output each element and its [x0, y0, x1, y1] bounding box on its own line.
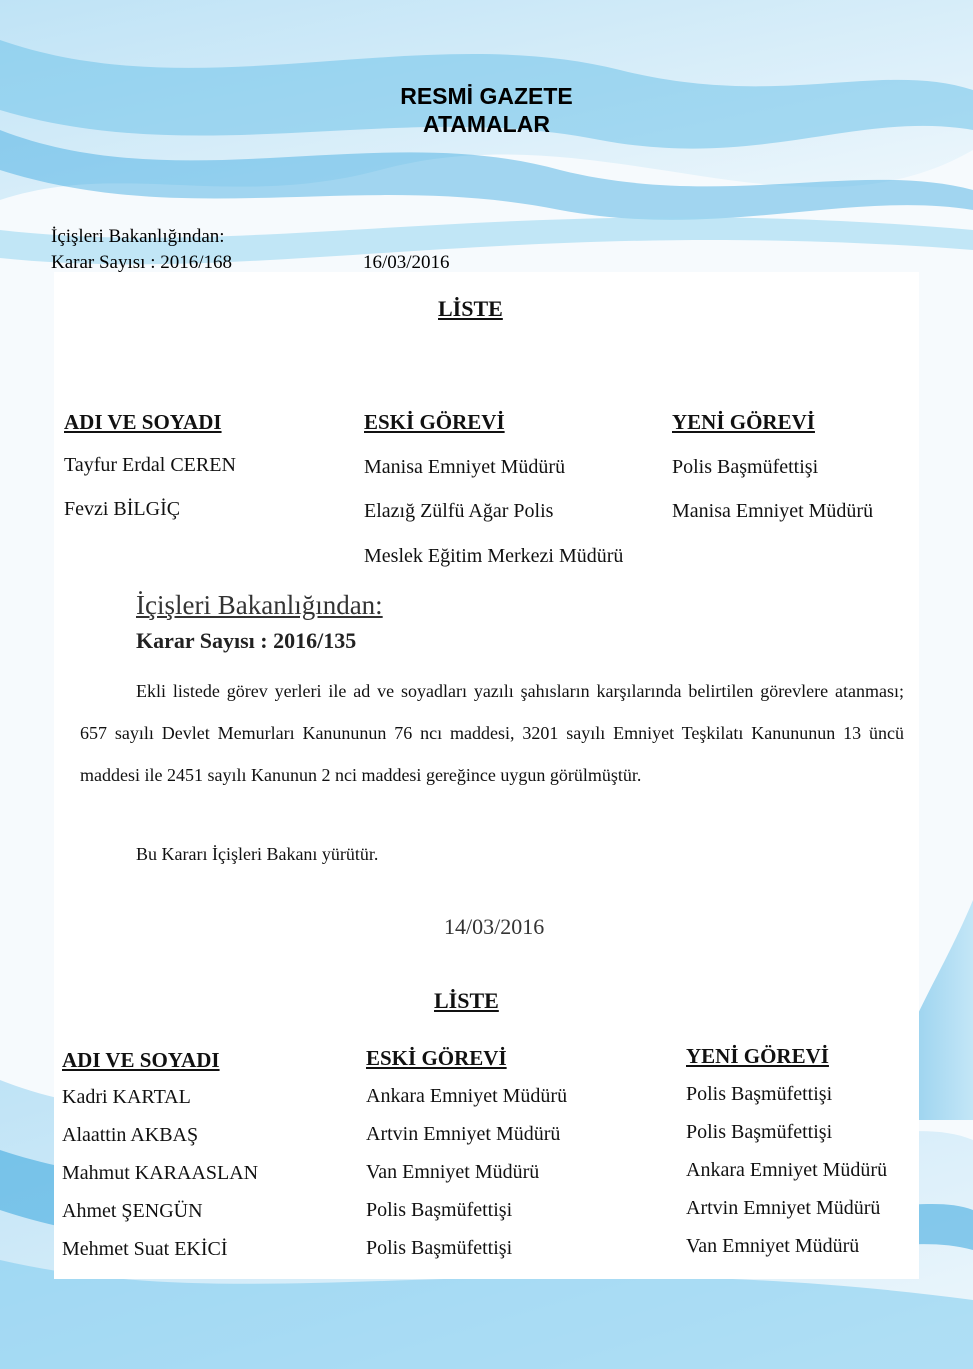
decree-ministry: İçişleri Bakanlığından: [136, 590, 383, 620]
list1-header-name: ADI VE SOYADI [64, 410, 222, 434]
decree-number: Karar Sayısı : 2016/135 [136, 628, 357, 653]
list1-header-new: YENİ GÖREVİ [672, 410, 815, 434]
list1-row1-name: Tayfur Erdal CEREN [64, 454, 236, 476]
list2-row3-new: Ankara Emniyet Müdürü [686, 1159, 888, 1181]
list1-title: LİSTE [438, 296, 503, 321]
list2-title: LİSTE [434, 988, 499, 1013]
list2-header-old: ESKİ GÖREVİ [366, 1046, 507, 1070]
list1-header-old: ESKİ GÖREVİ [364, 410, 505, 434]
list2-row2-new: Polis Başmüfettişi [686, 1121, 833, 1143]
decree-closing: Bu Kararı İçişleri Bakanı yürütür. [136, 844, 379, 864]
decision-meta [51, 224, 450, 276]
header-subtitle: ATAMALAR [423, 111, 550, 137]
list2-row5-name: Mehmet Suat EKİCİ [62, 1238, 228, 1260]
page-header [0, 82, 973, 138]
meta-ministry: İçişleri Bakanlığından: [51, 226, 225, 247]
list1-row1-new: Polis Başmüfettişi [672, 456, 819, 478]
header-title: RESMİ GAZETE [400, 83, 573, 109]
list2-row4-old: Polis Başmüfettişi [366, 1199, 513, 1221]
list2-row1-name: Kadri KARTAL [62, 1086, 191, 1108]
decree-date: 14/03/2016 [444, 914, 545, 939]
meta-date: 16/03/2016 [363, 252, 450, 273]
list2-row5-new: Van Emniyet Müdürü [686, 1235, 860, 1257]
list1-row2-old-cont: Meslek Eğitim Merkezi Müdürü [364, 545, 624, 567]
list2-row3-name: Mahmut KARAASLAN [62, 1162, 259, 1184]
list2-row2-old: Artvin Emniyet Müdürü [366, 1123, 561, 1145]
list1-row2-new: Manisa Emniyet Müdürü [672, 500, 874, 522]
list2-row1-old: Ankara Emniyet Müdürü [366, 1085, 568, 1107]
list2-row5-old: Polis Başmüfettişi [366, 1237, 513, 1259]
list2-row2-name: Alaattin AKBAŞ [62, 1124, 199, 1146]
decree-paragraph: Ekli listede görev yerleri ile ad ve soyadları yazılı şahısların karşılarında belirtilen görevlere atanması; 657 sayılı Devlet Memurları Kanununun 76 ncı maddesi, 3201 sayılı Emniyet Teşkilatı Kanununun 13 üncü maddesi ile 2451 sayılı Kanunun 2 nci maddesi gereğince uygun görülmüştür. [80, 681, 904, 785]
scanned-document [54, 272, 919, 1279]
list1-row1-old: Manisa Emniyet Müdürü [364, 456, 566, 478]
list2-row4-name: Ahmet ŞENGÜN [62, 1200, 203, 1222]
list2-row3-old: Van Emniyet Müdürü [366, 1161, 540, 1183]
list2-header-new: YENİ GÖREVİ [686, 1044, 829, 1068]
list2-header-name: ADI VE SOYADI [62, 1048, 220, 1072]
list2-row1-new: Polis Başmüfettişi [686, 1083, 833, 1105]
list2-row4-new: Artvin Emniyet Müdürü [686, 1197, 881, 1219]
list1-row2-old: Elazığ Zülfü Ağar Polis [364, 500, 554, 522]
meta-decision-number: Karar Sayısı : 2016/168 [51, 252, 233, 273]
list1-row2-name: Fevzi BİLGİÇ [64, 498, 181, 520]
